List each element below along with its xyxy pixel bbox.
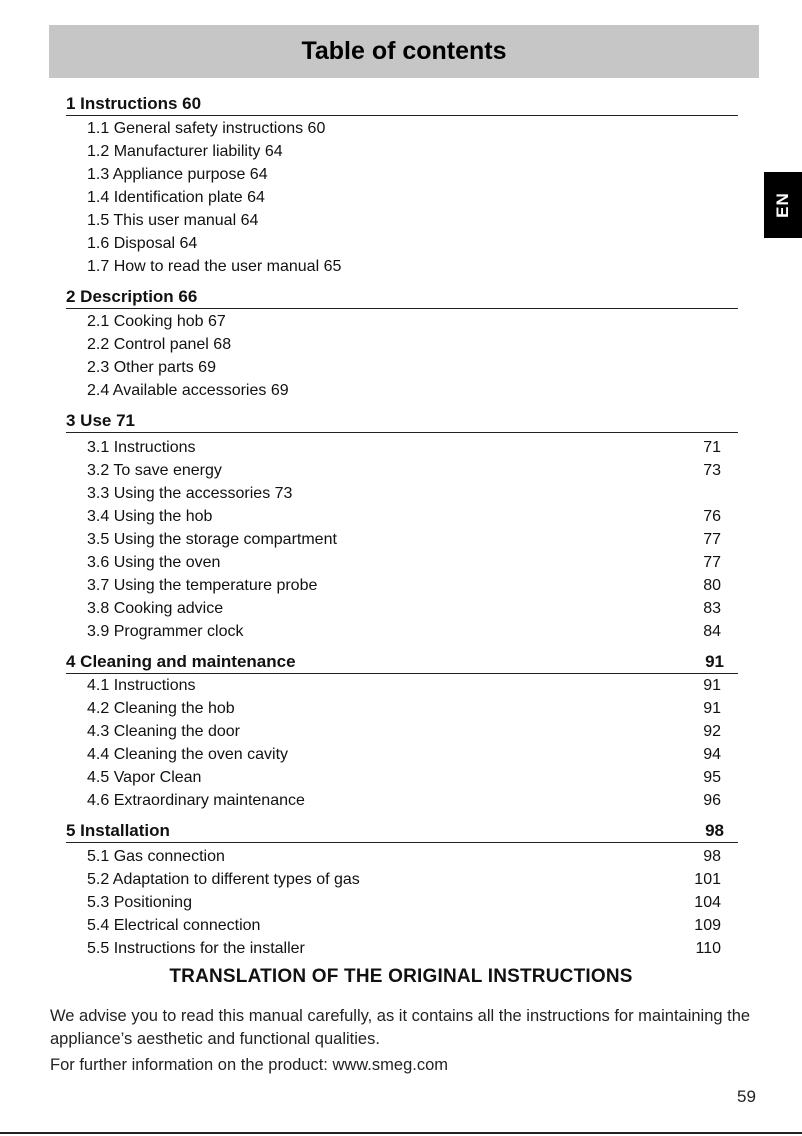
toc-entry-title: 3.4 Using the hob [87, 508, 213, 525]
toc-entry [87, 938, 721, 960]
toc-entry-title: 3.6 Using the oven [87, 554, 221, 571]
toc-entry-page: 84 [703, 623, 721, 640]
toc-entry [87, 767, 721, 789]
toc-entry [87, 846, 721, 868]
section-title: 2 Description 66 [66, 287, 198, 306]
toc-entry-title: 4.2 Cleaning the hob [87, 700, 235, 717]
toc-entry [87, 460, 721, 482]
bottom-rule [0, 1132, 802, 1134]
toc-entry-title: 4.5 Vapor Clean [87, 769, 202, 786]
section-heading [66, 650, 738, 674]
section-heading [66, 409, 738, 433]
toc-entry-title: 3.5 Using the storage compartment [87, 531, 337, 548]
toc-entry-page: 83 [703, 600, 721, 617]
toc-entry-title: 2.2 Control panel 68 [87, 336, 232, 353]
toc-entry-title: 1.4 Identification plate 64 [87, 189, 265, 206]
section-heading [66, 285, 738, 309]
translation-heading: TRANSLATION OF THE ORIGINAL INSTRUCTIONS [169, 966, 633, 987]
toc-entry-title: 1.2 Manufacturer liability 64 [87, 143, 283, 160]
toc-entry [87, 529, 721, 551]
toc-entry [87, 744, 721, 766]
section-heading [66, 92, 738, 116]
toc-entry-page: 94 [703, 746, 721, 763]
toc-entry [87, 892, 721, 914]
toc-entry-page: 80 [703, 577, 721, 594]
advise-paragraph: We advise you to read this manual carefully, as it contains all the instructions for maintaining the appliance’s aesthetic and functional qualities. [50, 1007, 751, 1048]
toc-entry [87, 311, 721, 333]
toc-entry-title: 4.1 Instructions [87, 677, 196, 694]
toc-entry-title: 3.9 Programmer clock [87, 623, 244, 640]
toc-entry-title: 1.3 Appliance purpose 64 [87, 166, 268, 183]
toc-entry-page: 98 [703, 848, 721, 865]
toc-entry [87, 790, 721, 812]
section-page: 91 [705, 652, 724, 671]
toc-entry-title: 1.7 How to read the user manual 65 [87, 258, 342, 275]
language-label: EN [773, 192, 792, 218]
section-heading [66, 819, 738, 843]
toc-entry [87, 141, 721, 163]
toc-entry [87, 552, 721, 574]
toc-entry [87, 869, 721, 891]
toc-entry-page: 110 [695, 940, 721, 957]
page-number: 59 [737, 1087, 756, 1106]
toc-entry-page: 71 [703, 439, 721, 456]
toc-entry [87, 210, 721, 232]
toc-entry [87, 437, 721, 459]
toc-entry-page: 77 [703, 554, 721, 571]
section-title: 1 Instructions 60 [66, 94, 202, 113]
toc-entry [87, 380, 721, 402]
section-title: 3 Use 71 [66, 411, 135, 430]
toc-entry-page: 92 [703, 723, 721, 740]
toc-entry-title: 5.4 Electrical connection [87, 917, 261, 934]
toc-entry-page: 104 [694, 894, 721, 911]
toc-entry-title: 5.5 Instructions for the installer [87, 940, 305, 957]
toc-entry [87, 915, 721, 937]
toc-entry [87, 187, 721, 209]
toc-entry-title: 1.6 Disposal 64 [87, 235, 198, 252]
toc-entry [87, 575, 721, 597]
toc-entry-title: 1.1 General safety instructions 60 [87, 120, 326, 137]
toc-entry-title: 3.1 Instructions [87, 439, 196, 456]
toc-entry-title: 3.7 Using the temperature probe [87, 577, 318, 594]
toc-entry-title: 5.1 Gas connection [87, 848, 225, 865]
toc-entry-title: 3.2 To save energy [87, 462, 222, 479]
toc-entry-title: 3.3 Using the accessories 73 [87, 485, 293, 502]
section-title: 5 Installation [66, 821, 170, 840]
toc-entry-title: 2.3 Other parts 69 [87, 359, 216, 376]
section-title: 4 Cleaning and maintenance [66, 652, 296, 671]
toc-entry-page: 77 [703, 531, 721, 548]
toc-entry-page: 73 [703, 462, 721, 479]
toc-entry [87, 675, 721, 697]
toc-entry [87, 621, 721, 643]
toc-entry [87, 506, 721, 528]
toc-entry-page: 91 [703, 677, 721, 694]
toc-entry [87, 357, 721, 379]
toc-entry-page: 101 [694, 871, 721, 888]
toc-entry [87, 164, 721, 186]
toc-entry-title: 2.1 Cooking hob 67 [87, 313, 226, 330]
further-info-text: For further information on the product: www.smeg.com [50, 1056, 448, 1074]
toc-entry-title: 3.8 Cooking advice [87, 600, 224, 617]
toc-entry [87, 256, 721, 278]
toc-entry-page: 95 [703, 769, 721, 786]
toc-entry-title: 4.6 Extraordinary maintenance [87, 792, 305, 809]
toc-entry [87, 721, 721, 743]
toc-entry-page: 96 [703, 792, 721, 809]
toc-entry [87, 698, 721, 720]
toc-entry-page: 76 [703, 508, 721, 525]
toc-entry [87, 118, 721, 140]
toc-entry-title: 1.5 This user manual 64 [87, 212, 259, 229]
page-title: Table of contents [301, 37, 507, 65]
toc-entry-title: 5.2 Adaptation to different types of gas [87, 871, 360, 888]
toc-entry [87, 598, 721, 620]
toc-entry [87, 334, 721, 356]
toc-entry [87, 483, 721, 505]
toc-entry-title: 4.3 Cleaning the door [87, 723, 240, 740]
toc-entry-page: 91 [703, 700, 721, 717]
toc-entry [87, 233, 721, 255]
section-page: 98 [705, 821, 724, 840]
toc-entry-title: 2.4 Available accessories 69 [87, 382, 289, 399]
toc-entry-page: 109 [694, 917, 721, 934]
toc-entry-title: 5.3 Positioning [87, 894, 192, 911]
toc-entry-title: 4.4 Cleaning the oven cavity [87, 746, 289, 763]
